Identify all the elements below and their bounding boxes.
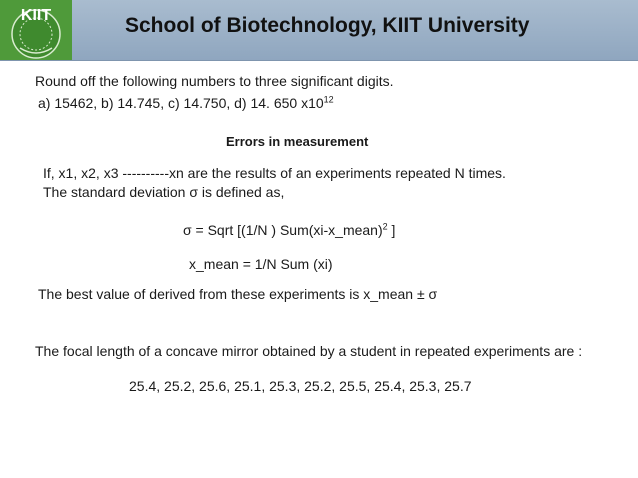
sd-formula [183,222,395,238]
kiit-logo-icon [0,0,72,60]
sd-formula-exponent: 2 [382,221,388,232]
rounding-prompt: Round off the following numbers to three significant digits. [35,73,394,89]
section-heading: Errors in measurement [226,134,369,149]
header-bar [0,0,638,61]
svg-text:KIIT: KIIT [20,7,52,24]
intro-line-1: If, x1, x2, x3 ----------xn are the results of an experiments repeated N times. [43,165,506,181]
kiit-logo [0,0,72,60]
sd-formula-suffix: ] [387,222,396,238]
best-value-statement: The best value of derived from these experiments is x_mean ± σ [38,286,438,302]
intro-line-2: The standard deviation σ is defined as, [43,184,285,200]
sd-formula-text: σ = Sqrt [(1/N ) Sum(xi-x_mean) [183,222,383,238]
rounding-items-text: a) 15462, b) 14.745, c) 14.750, d) 14. 650 x10 [38,95,324,111]
mean-formula: x_mean = 1/N Sum (xi) [189,256,333,272]
page-title: School of Biotechnology, KIIT University [125,14,530,37]
focal-length-values: 25.4, 25.2, 25.6, 25.1, 25.3, 25.2, 25.5, 25.4, 25.3, 25.7 [129,378,472,394]
rounding-items-exponent: 12 [323,94,334,105]
rounding-items [38,95,334,111]
focal-length-statement: The focal length of a concave mirror obtained by a student in repeated experiments are : [35,343,583,359]
